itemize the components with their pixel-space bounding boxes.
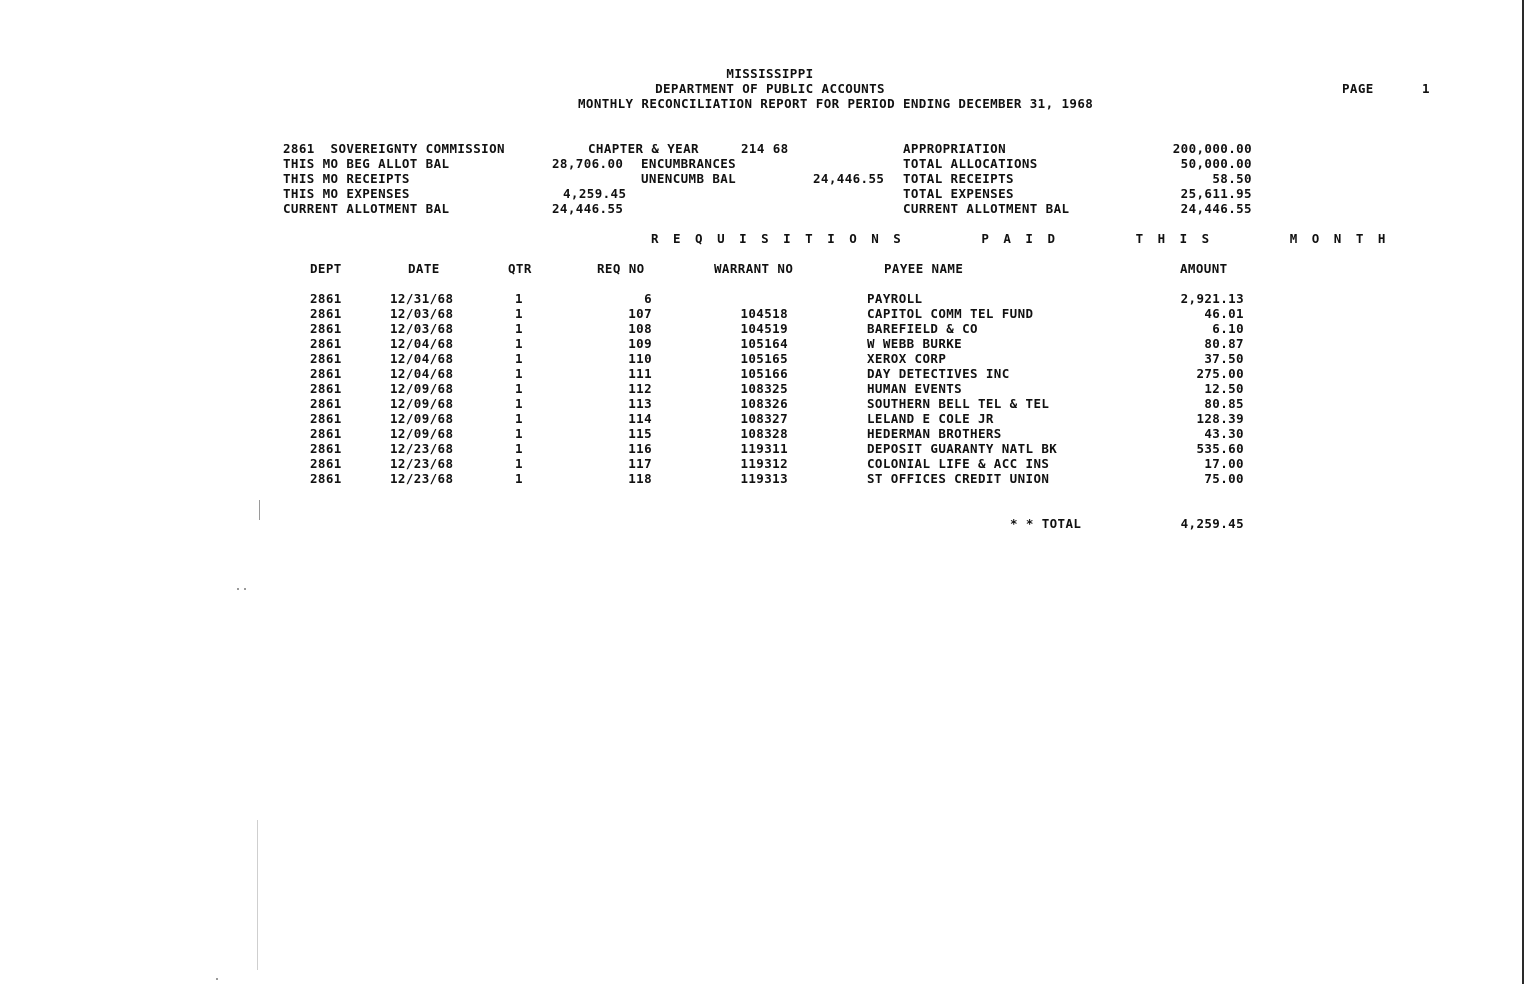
current-allot-value: 24,446.55: [552, 201, 624, 216]
beg-allot-bal-value: 28,706.00: [552, 156, 624, 171]
total-value: 4,259.45: [1180, 516, 1244, 531]
cell-warrant-no: 105166: [740, 366, 788, 381]
cell-payee-name: BAREFIELD & CO: [867, 321, 978, 336]
cell-dept: 2861: [310, 411, 342, 426]
cell-dept: 2861: [310, 471, 342, 486]
cell-req-no: 108: [628, 321, 652, 336]
expenses-value: 4,259.45: [563, 186, 627, 201]
cell-warrant-no: 119311: [740, 441, 788, 456]
cell-qtr: 1: [515, 396, 523, 411]
cell-payee-name: PAYROLL: [867, 291, 923, 306]
total-expenses-label: TOTAL EXPENSES: [903, 186, 1014, 201]
unencumb-bal-value: 24,446.55: [813, 171, 885, 186]
scan-speck: [244, 588, 246, 590]
col-header-amount: AMOUNT: [1180, 261, 1228, 276]
cell-date: 12/09/68: [390, 411, 454, 426]
current-allot-label: CURRENT ALLOTMENT BAL: [283, 201, 450, 216]
cell-amount: 6.10: [1212, 321, 1244, 336]
beg-allot-bal-label: THIS MO BEG ALLOT BAL: [283, 156, 450, 171]
cell-qtr: 1: [515, 351, 523, 366]
cell-qtr: 1: [515, 381, 523, 396]
cell-payee-name: SOUTHERN BELL TEL & TEL: [867, 396, 1050, 411]
cell-amount: 43.30: [1204, 426, 1244, 441]
scan-speck: [237, 588, 239, 590]
cell-payee-name: DAY DETECTIVES INC: [867, 366, 1010, 381]
cell-qtr: 1: [515, 441, 523, 456]
cell-dept: 2861: [310, 396, 342, 411]
cell-payee-name: W WEBB BURKE: [867, 336, 963, 351]
cell-amount: 75.00: [1204, 471, 1244, 486]
col-header-req-no: REQ NO: [597, 261, 645, 276]
cell-dept: 2861: [310, 366, 342, 381]
cell-warrant-no: 108327: [740, 411, 788, 426]
cell-req-no: 111: [628, 366, 652, 381]
page-number: 1: [1422, 81, 1430, 96]
cell-warrant-no: 105164: [740, 336, 788, 351]
col-header-qtr: QTR: [508, 261, 532, 276]
cell-qtr: 1: [515, 336, 523, 351]
cell-warrant-no: 108328: [740, 426, 788, 441]
cell-dept: 2861: [310, 336, 342, 351]
cell-date: 12/03/68: [390, 306, 454, 321]
cell-dept: 2861: [310, 291, 342, 306]
total-receipts-label: TOTAL RECEIPTS: [903, 171, 1014, 186]
scan-speck: [259, 500, 260, 520]
cell-warrant-no: 104518: [740, 306, 788, 321]
expenses-label: THIS MO EXPENSES: [283, 186, 410, 201]
cell-qtr: 1: [515, 426, 523, 441]
cell-date: 12/03/68: [390, 321, 454, 336]
cell-warrant-no: 119312: [740, 456, 788, 471]
cell-warrant-no: 104519: [740, 321, 788, 336]
cell-req-no: 112: [628, 381, 652, 396]
cell-date: 12/31/68: [390, 291, 454, 306]
total-label: * * TOTAL: [1010, 516, 1082, 531]
cell-warrant-no: 108325: [740, 381, 788, 396]
cell-qtr: 1: [515, 366, 523, 381]
col-header-warrant-no: WARRANT NO: [714, 261, 794, 276]
unencumb-bal-label: UNENCUMB BAL: [641, 171, 737, 186]
cell-dept: 2861: [310, 321, 342, 336]
cell-req-no: 107: [628, 306, 652, 321]
cell-qtr: 1: [515, 471, 523, 486]
cell-date: 12/09/68: [390, 426, 454, 441]
page-label: PAGE: [1342, 81, 1374, 96]
cell-warrant-no: 119313: [740, 471, 788, 486]
cell-dept: 2861: [310, 456, 342, 471]
report-title: MONTHLY RECONCILIATION REPORT FOR PERIOD ENDING DECEMBER 31, 1968: [578, 96, 1094, 111]
cell-qtr: 1: [515, 321, 523, 336]
section-title: REQUISITIONS PAID THIS MONTH: [651, 231, 1400, 246]
agency-name: 2861 SOVEREIGNTY COMMISSION: [283, 141, 505, 156]
col-header-payee-name: PAYEE NAME: [884, 261, 964, 276]
cell-amount: 80.85: [1204, 396, 1244, 411]
cell-date: 12/23/68: [390, 441, 454, 456]
cell-date: 12/09/68: [390, 381, 454, 396]
cell-qtr: 1: [515, 456, 523, 471]
cell-amount: 128.39: [1196, 411, 1244, 426]
chapter-year-label: CHAPTER & YEAR: [588, 141, 699, 156]
cell-dept: 2861: [310, 426, 342, 441]
header-state: MISSISSIPPI: [726, 66, 814, 81]
cell-date: 12/04/68: [390, 336, 454, 351]
cell-dept: 2861: [310, 351, 342, 366]
cell-date: 12/23/68: [390, 456, 454, 471]
cell-date: 12/09/68: [390, 396, 454, 411]
chapter-year-value: 214 68: [741, 141, 789, 156]
cell-date: 12/23/68: [390, 471, 454, 486]
cell-dept: 2861: [310, 381, 342, 396]
cell-req-no: 109: [628, 336, 652, 351]
cell-amount: 12.50: [1204, 381, 1244, 396]
right-current-allot-value: 24,446.55: [1180, 201, 1252, 216]
header-department: DEPARTMENT OF PUBLIC ACCOUNTS: [655, 81, 885, 96]
cell-date: 12/04/68: [390, 351, 454, 366]
cell-amount: 46.01: [1204, 306, 1244, 321]
cell-qtr: 1: [515, 411, 523, 426]
cell-payee-name: CAPITOL COMM TEL FUND: [867, 306, 1034, 321]
right-current-allot-label: CURRENT ALLOTMENT BAL: [903, 201, 1070, 216]
cell-dept: 2861: [310, 441, 342, 456]
cell-warrant-no: 108326: [740, 396, 788, 411]
cell-payee-name: COLONIAL LIFE & ACC INS: [867, 456, 1050, 471]
cell-amount: 37.50: [1204, 351, 1244, 366]
appropriation-value: 200,000.00: [1172, 141, 1252, 156]
appropriation-label: APPROPRIATION: [903, 141, 1007, 156]
cell-qtr: 1: [515, 291, 523, 306]
cell-amount: 275.00: [1196, 366, 1244, 381]
cell-payee-name: HEDERMAN BROTHERS: [867, 426, 1002, 441]
cell-req-no: 113: [628, 396, 652, 411]
cell-amount: 535.60: [1196, 441, 1244, 456]
cell-req-no: 6: [644, 291, 652, 306]
cell-payee-name: LELAND E COLE JR: [867, 411, 994, 426]
total-allocations-label: TOTAL ALLOCATIONS: [903, 156, 1038, 171]
cell-amount: 2,921.13: [1180, 291, 1244, 306]
cell-req-no: 118: [628, 471, 652, 486]
cell-qtr: 1: [515, 306, 523, 321]
encumbrances-label: ENCUMBRANCES: [641, 156, 737, 171]
cell-req-no: 117: [628, 456, 652, 471]
cell-payee-name: DEPOSIT GUARANTY NATL BK: [867, 441, 1058, 456]
cell-payee-name: ST OFFICES CREDIT UNION: [867, 471, 1050, 486]
cell-payee-name: XEROX CORP: [867, 351, 947, 366]
cell-req-no: 116: [628, 441, 652, 456]
col-header-dept: DEPT: [310, 261, 342, 276]
cell-date: 12/04/68: [390, 366, 454, 381]
total-allocations-value: 50,000.00: [1180, 156, 1252, 171]
cell-req-no: 110: [628, 351, 652, 366]
col-header-date: DATE: [408, 261, 440, 276]
cell-amount: 17.00: [1204, 456, 1244, 471]
scan-speck: [257, 820, 258, 970]
cell-req-no: 115: [628, 426, 652, 441]
receipts-label: THIS MO RECEIPTS: [283, 171, 410, 186]
cell-dept: 2861: [310, 306, 342, 321]
cell-warrant-no: 105165: [740, 351, 788, 366]
scan-speck: [216, 978, 218, 980]
cell-amount: 80.87: [1204, 336, 1244, 351]
cell-req-no: 114: [628, 411, 652, 426]
cell-payee-name: HUMAN EVENTS: [867, 381, 963, 396]
total-receipts-value: 58.50: [1212, 171, 1252, 186]
page-edge-shadow: [1522, 0, 1524, 984]
total-expenses-value: 25,611.95: [1180, 186, 1252, 201]
